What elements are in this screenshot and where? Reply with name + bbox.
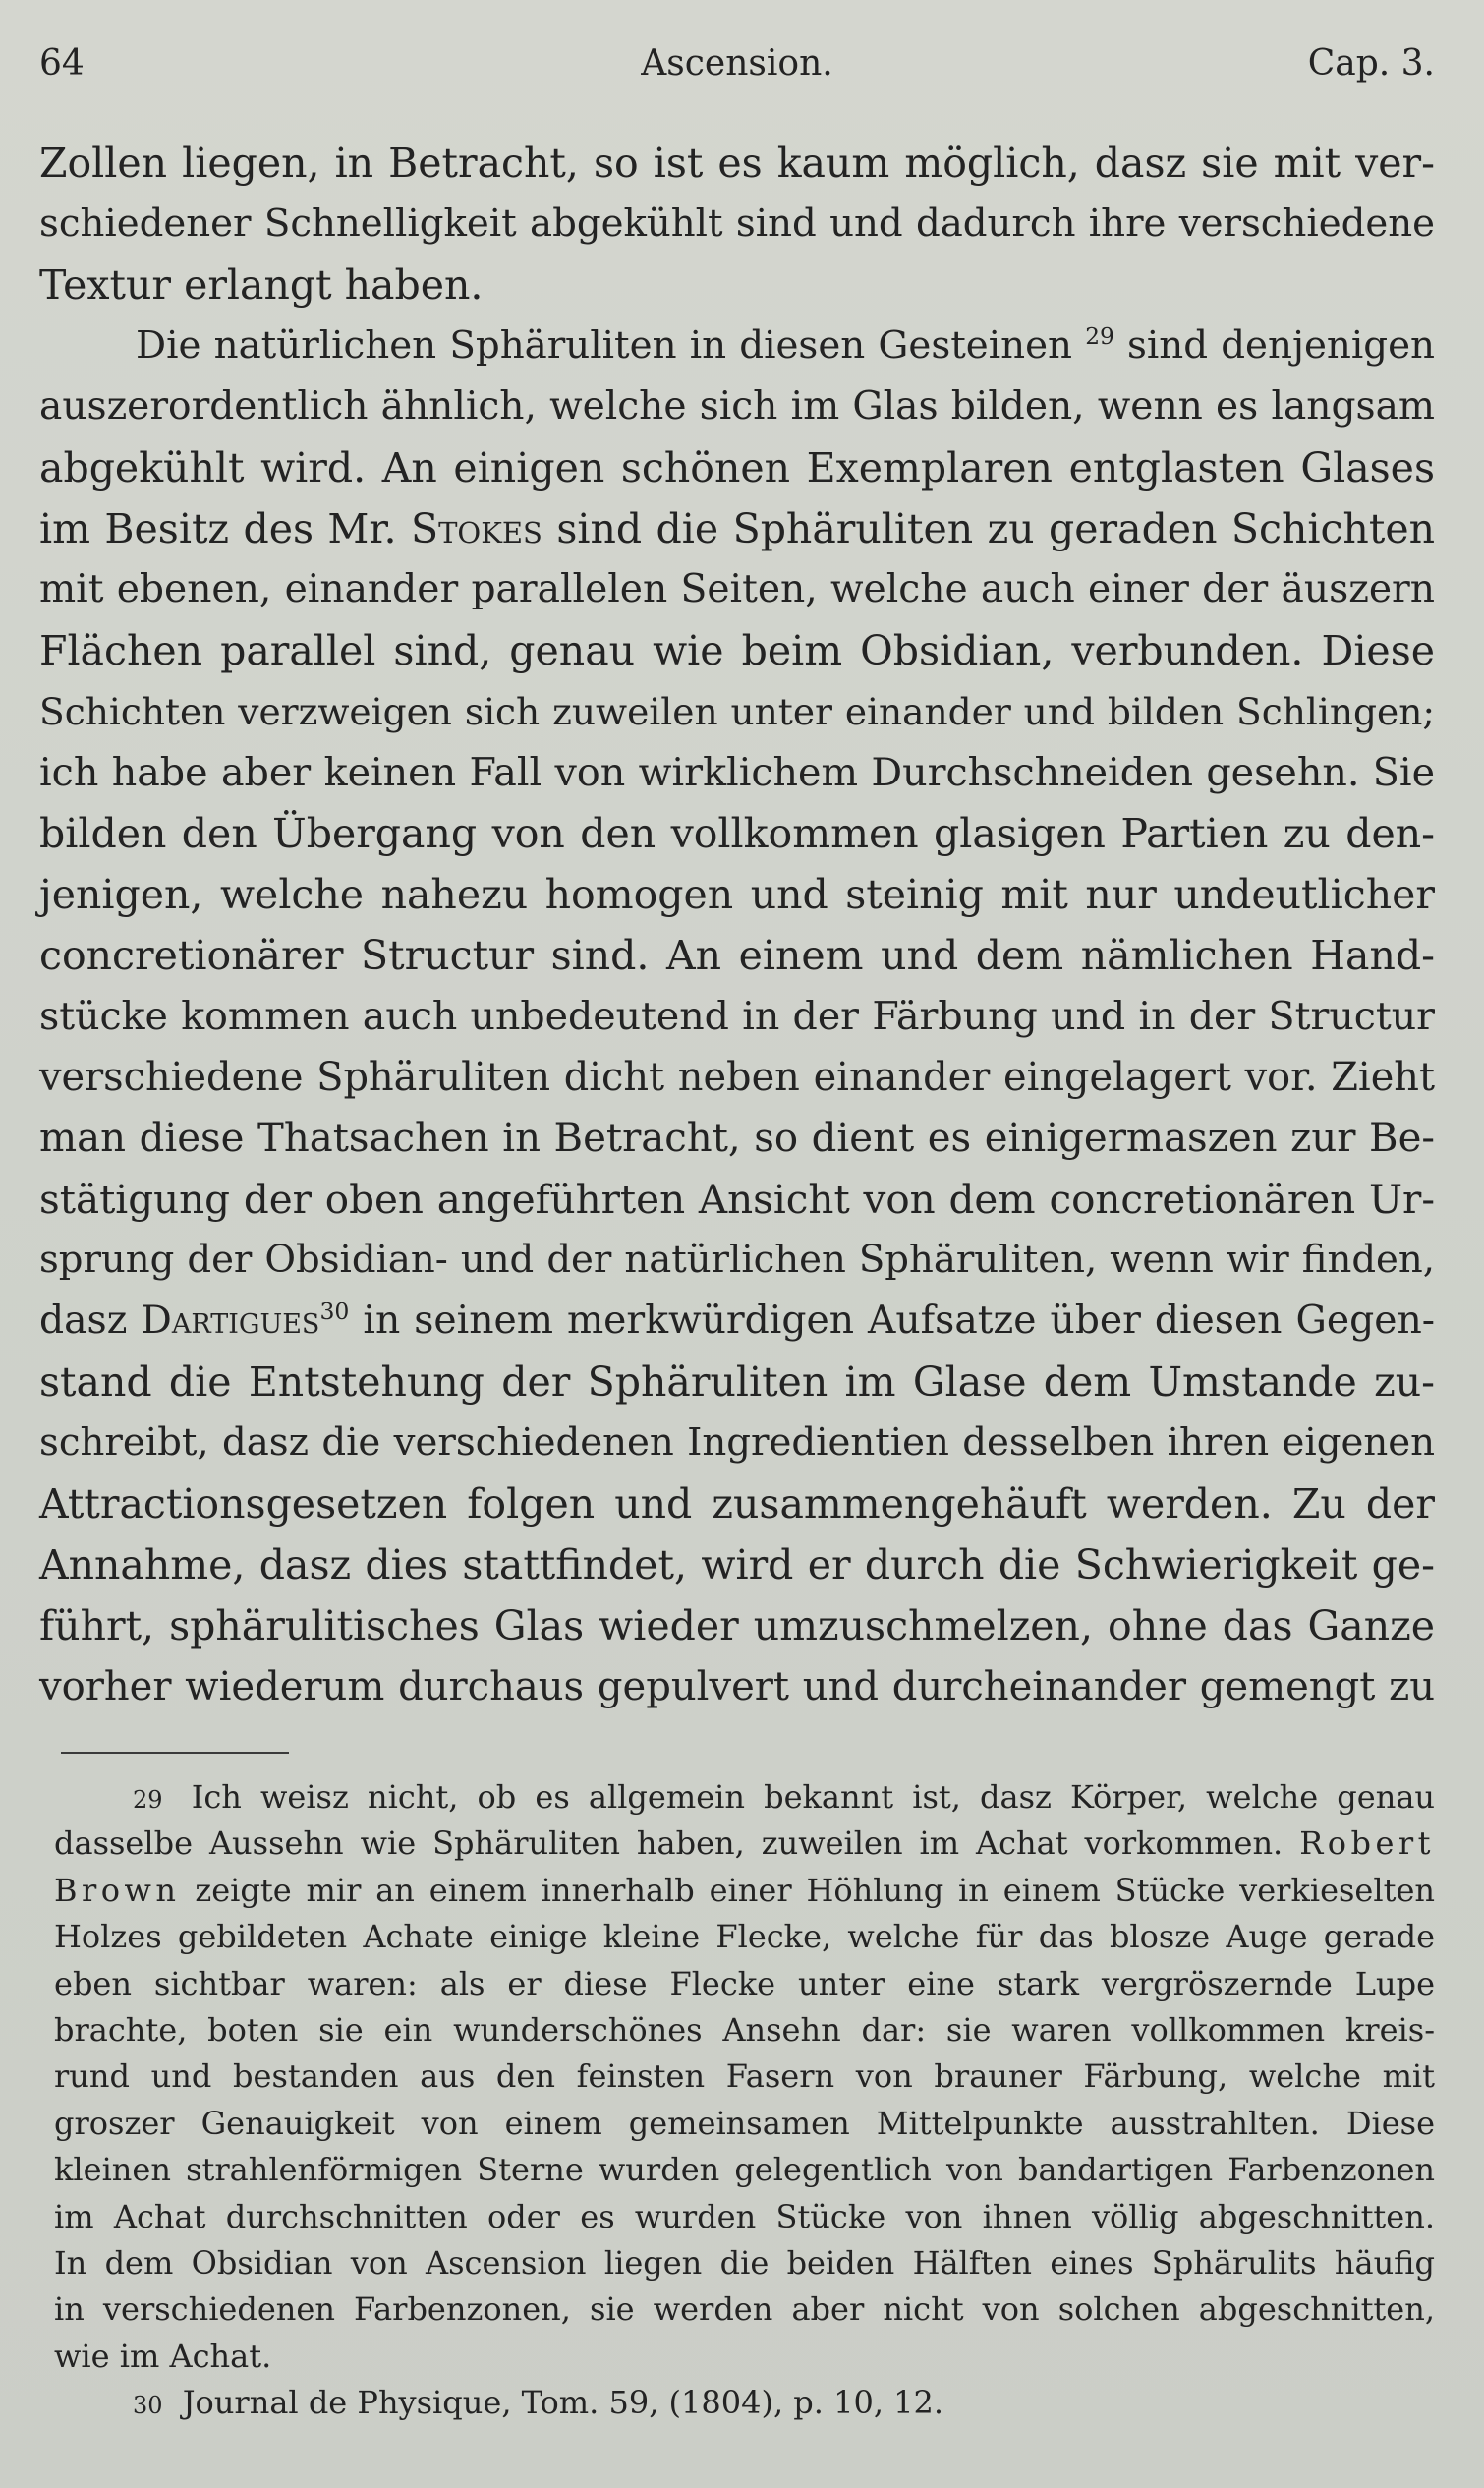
text-fragment: in seinem merkwürdigen Aufsatze über diesen Gegen-	[363, 1299, 1435, 1343]
chapter-label: Cap. 3.	[1307, 43, 1435, 84]
footnote-divider	[61, 1752, 289, 1754]
text-line: concretionärer Structur sind. An einem und dem nämlichen Hand-	[39, 932, 1435, 979]
main-text	[39, 133, 1435, 1717]
text-line: stand die Entstehung der Sphäruliten im Glase dem Umstande zu-	[39, 1359, 1435, 1406]
text-line: abgekühlt wird. An einigen schönen Exemplaren entglasten Glases	[39, 444, 1435, 492]
footnote-line: Holzes gebildeten Achate einige kleine Flecke, welche für das blosze Auge gerade	[54, 1918, 1435, 1956]
text-fragment: dasselbe Aussehn wie Sphäruliten haben, zuweilen im Achat vorkommen.	[54, 1824, 1284, 1863]
text-line: sprung der Obsidian- und der natürlichen Sphäruliten, wenn wir finden,	[39, 1238, 1435, 1282]
footnote-ref-30: 30	[319, 1297, 350, 1325]
text-line: stücke kommen auch unbedeutend in der Färbung und in der Structur	[39, 994, 1435, 1039]
text-line: Schichten verzweigen sich zuweilen unter einander und bilden Schlingen;	[39, 690, 1435, 733]
text-line: Attractionsgesetzen folgen und zusammengehäuft werden. Zu der	[39, 1480, 1435, 1528]
footnote-line: rund und bestanden aus den feinsten Fasern von brauner Färbung, welche mit	[54, 2057, 1435, 2096]
text-fragment: Ich weisz nicht, ob es allgemein bekannt ist, dasz Körper, welche genau	[191, 1778, 1436, 1816]
text-line	[39, 316, 1435, 376]
footnote-line	[54, 1868, 1435, 1914]
text-fragment: dasz	[39, 1299, 128, 1343]
footnote-line	[54, 2380, 1435, 2426]
text-line: mit ebenen, einander parallelen Seiten, welche auch einer der äuszern	[39, 567, 1435, 611]
running-title: Ascension.	[641, 43, 833, 84]
text-line: ich habe aber keinen Fall von wirklichem Durchschneiden gesehn. Sie	[39, 750, 1435, 795]
footnote-line: brachte, boten sie ein wunderschönes Ansehn dar: sie waren vollkommen kreis-	[54, 2010, 1435, 2049]
text-line	[39, 1291, 1435, 1352]
text-line: Zollen liegen, in Betracht, so ist es kaum möglich, dasz sie mit ver-	[39, 140, 1435, 187]
footnote-number-30: 30	[133, 2392, 163, 2420]
text-line: man diese Thatsachen in Betracht, so dient es einigermaszen zur Be-	[39, 1116, 1435, 1161]
footnote-line: kleinen strahlenförmigen Sterne wurden gelegentlich von bandartigen Farbenzonen	[54, 2151, 1435, 2189]
text-line: verschiedene Sphäruliten dicht neben einander eingelagert vor. Zieht	[39, 1055, 1435, 1100]
text-fragment: im Besitz des Mr.	[39, 505, 397, 552]
text-line: schiedener Schnelligkeit abgekühlt sind und dadurch ihre verschiedene	[39, 202, 1435, 246]
footnote-line: In dem Obsidian von Ascension liegen die beiden Hälften eines Sphärulits häufig	[54, 2243, 1435, 2282]
text-line: Annahme, dasz dies stattfindet, wird er durch die Schwierigkeit ge-	[39, 1541, 1435, 1589]
footnote-line: wie im Achat.	[54, 2337, 272, 2375]
footnote-line: eben sichtbar waren: als er diese Flecke unter eine stark vergröszernde Lupe	[54, 1964, 1435, 2002]
name-stokes: Stokes	[410, 505, 542, 552]
text-fragment: Journal de Physique, Tom. 59, (1804), p. 10, 12.	[182, 2384, 944, 2422]
footnote-ref-29: 29	[1085, 323, 1114, 351]
footnote-line: groszer Genauigkeit von einem gemeinsamen Mittelpunkte ausstrahlten. Diese	[54, 2104, 1435, 2142]
text-line: jenigen, welche nahezu homogen und steinig mit nur undeutlicher	[39, 871, 1435, 918]
text-line: schreibt, dasz die verschiedenen Ingredientien desselben ihren eigenen	[39, 1420, 1435, 1465]
text-line	[39, 498, 1435, 559]
name-dartigues: Dartigues	[141, 1299, 320, 1343]
text-line: vorher wiederum durchaus gepulvert und durcheinander gemengt zu	[39, 1664, 1435, 1709]
text-fragment: sind die Sphäruliten zu geraden Schichten	[556, 505, 1435, 552]
footnote-line	[54, 1821, 1435, 1867]
footnote-line: im Achat durchschnitten oder es wurden Stücke von ihnen völlig abgeschnitten.	[54, 2197, 1435, 2235]
footnotes	[54, 1774, 1435, 2426]
name-brown: Brown	[54, 1871, 181, 1909]
text-fragment: sind denjenigen	[1126, 323, 1436, 368]
text-fragment: zeigte mir an einem innerhalb einer Höhlung in einem Stücke verkieselten	[195, 1871, 1436, 1909]
running-header	[39, 39, 1435, 88]
text-line: Flächen parallel sind, genau wie beim Obsidian, verbunden. Diese	[39, 627, 1435, 674]
text-line: bilden den Übergang von den vollkommen glasigen Partien zu den-	[39, 810, 1435, 857]
footnote-number-29: 29	[133, 1786, 163, 1814]
text-line: auszerordentlich ähnlich, welche sich im Glas bilden, wenn es langsam	[39, 384, 1435, 429]
name-robert: Robert	[1299, 1824, 1436, 1863]
text-fragment: Die natürlichen Sphäruliten in diesen Gesteinen	[136, 323, 1073, 368]
text-line: Textur erlangt haben.	[39, 261, 484, 309]
text-line: führt, sphärulitisches Glas wieder umzuschmelzen, ohne das Ganze	[39, 1602, 1435, 1649]
footnote-line	[54, 1774, 1435, 1821]
text-line: stätigung der oben angeführten Ansicht von dem concretionären Ur-	[39, 1176, 1435, 1223]
page-number: 64	[39, 43, 85, 84]
footnote-line: in verschiedenen Farbenzonen, sie werden aber nicht von solchen abgeschnitten,	[54, 2290, 1435, 2329]
